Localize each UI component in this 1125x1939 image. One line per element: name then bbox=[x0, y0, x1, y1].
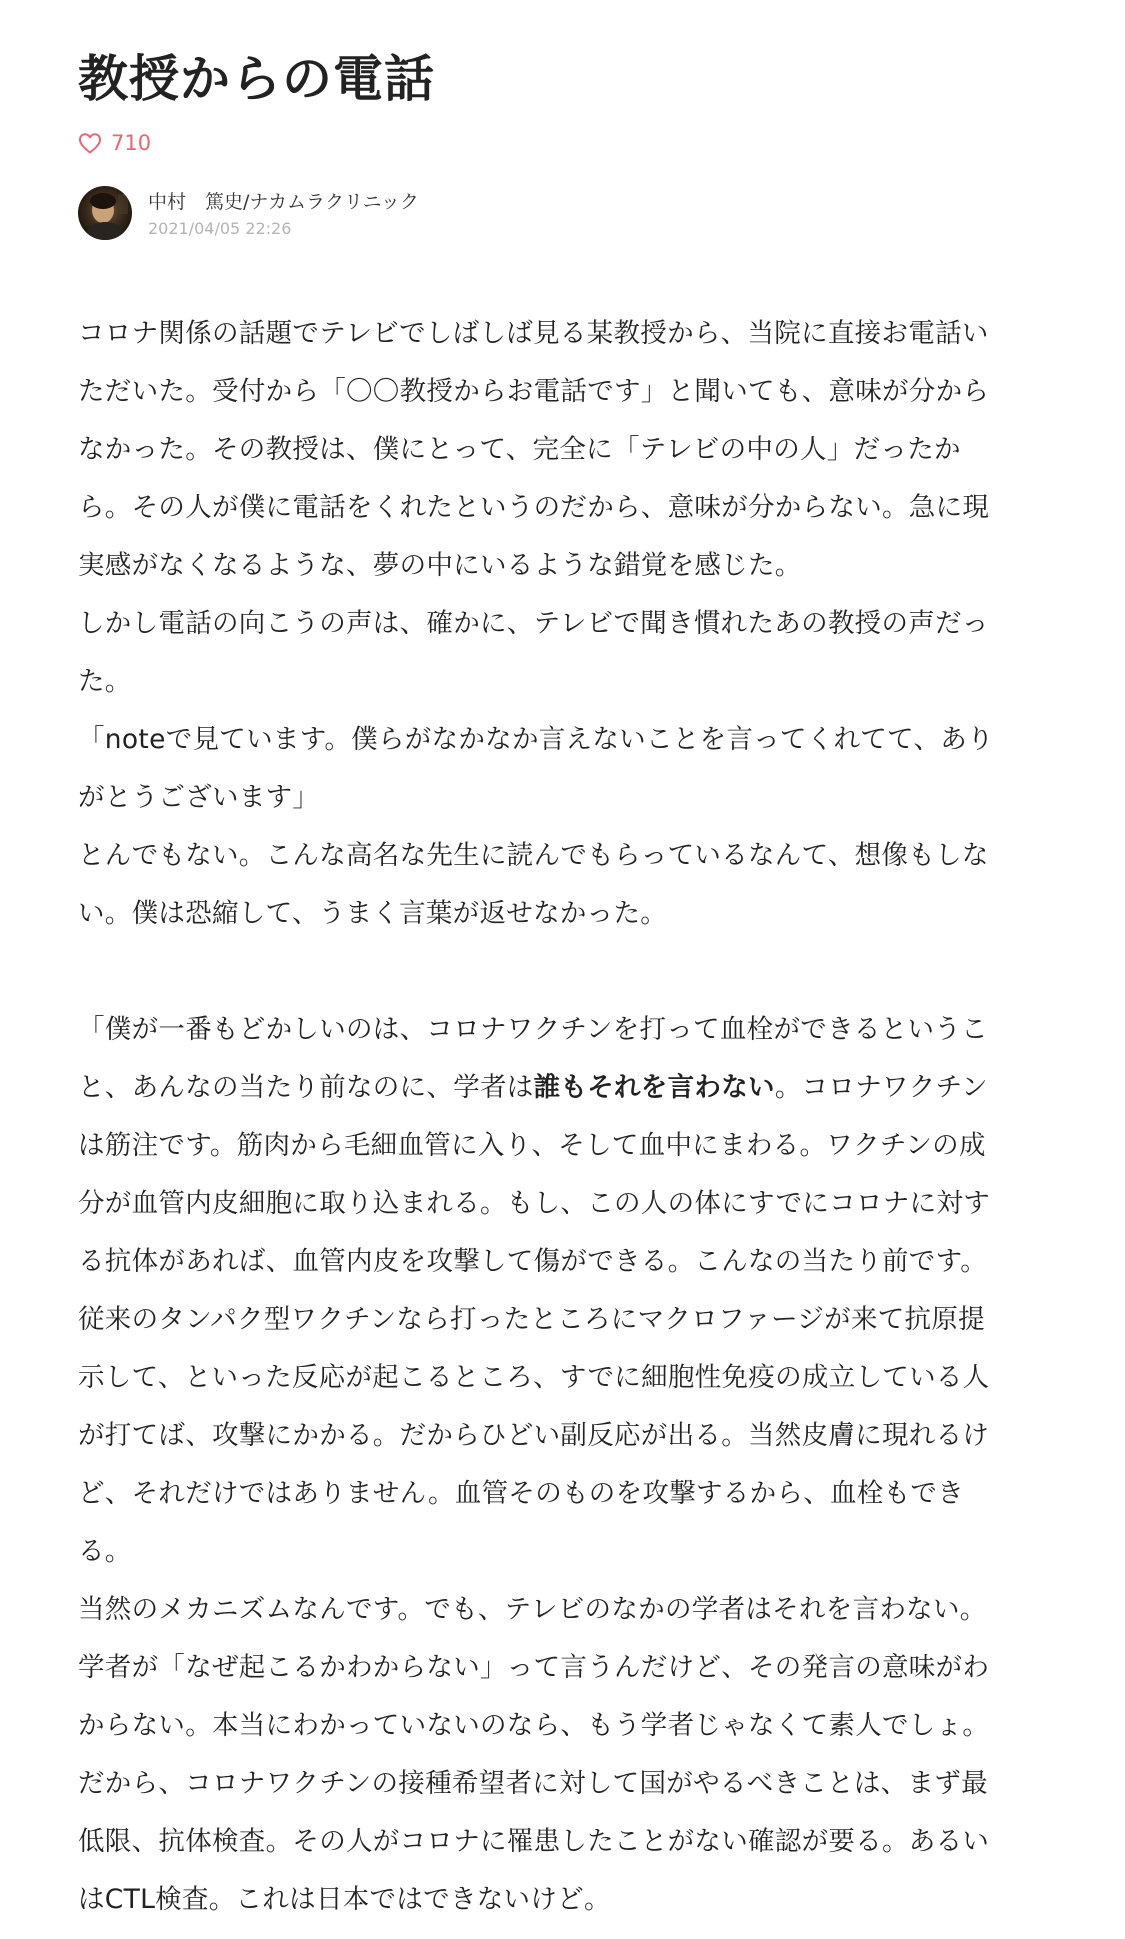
body-line: 低限、抗体検査。その人がコロナに罹患したことがない確認が要る。あるい bbox=[78, 1826, 990, 1857]
body-line: 「僕が一番もどかしいのは、コロナワクチンを打って血栓ができるというこ bbox=[78, 1014, 988, 1045]
avatar-image bbox=[78, 186, 132, 240]
body-line: だから、コロナワクチンの接種希望者に対して国がやるべきことは、まず最 bbox=[78, 1768, 988, 1799]
body-text-fragment: 。コロナワクチン bbox=[774, 1072, 988, 1103]
body-line: はCTL検査。これは日本ではできないけど。 bbox=[78, 1884, 611, 1915]
body-line: い。僕は恐縮して、うまく言葉が返せなかった。 bbox=[78, 898, 668, 929]
body-line: コロナ関係の話題でテレビでしばしば見る某教授から、当院に直接お電話い bbox=[78, 318, 989, 349]
like-count: 710 bbox=[111, 131, 152, 155]
body-line: 実感がなくなるような、夢の中にいるような錯覚を感じた。 bbox=[78, 550, 802, 581]
avatar[interactable] bbox=[78, 186, 132, 240]
body-line-with-emphasis bbox=[78, 1059, 1068, 1117]
body-line: ただいた。受付から「〇〇教授からお電話です」と聞いても、意味が分から bbox=[78, 376, 990, 407]
body-line: がとうございます」 bbox=[78, 782, 320, 813]
body-line: からない。本当にわかっていないのなら、もう学者じゃなくて素人でしょ。 bbox=[78, 1710, 990, 1741]
body-text-fragment: と、あんなの当たり前なのに、学者は bbox=[78, 1072, 534, 1103]
body-line: 分が血管内皮細胞に取り込まれる。もし、この人の体にすでにコロナに対す bbox=[78, 1188, 990, 1219]
article-body bbox=[78, 305, 1068, 1929]
emphasis-text: 誰もそれを言わない bbox=[533, 1072, 775, 1103]
body-line: 従来のタンパク型ワクチンなら打ったところにマクロファージが来て抗原提 bbox=[78, 1304, 985, 1335]
body-line: 学者が「なぜ起こるかわからない」って言うんだけど、その発言の意味がわ bbox=[78, 1652, 990, 1683]
post-date: 2021/04/05 22:26 bbox=[148, 219, 292, 238]
body-line: は筋注です。筋肉から毛細血管に入り、そして血中にまわる。ワクチンの成 bbox=[78, 1130, 986, 1161]
body-line: しかし電話の向こうの声は、確かに、テレビで聞き慣れたあの教授の声だっ bbox=[78, 608, 989, 639]
body-line: 「noteで見ています。僕らがなかなか言えないことを言ってくれてて、あり bbox=[78, 724, 994, 755]
body-line: とんでもない。こんな高名な先生に読んでもらっているなんて、想像もしな bbox=[78, 840, 989, 871]
body-line: ら。その人が僕に電話をくれたというのだから、意味が分からない。急に現 bbox=[78, 492, 990, 523]
author-meta bbox=[148, 186, 419, 241]
body-line: る抗体があれば、血管内皮を攻撃して傷ができる。こんなの当たり前です。 bbox=[78, 1246, 988, 1277]
body-line: 示して、といった反応が起こるところ、すでに細胞性免疫の成立している人 bbox=[78, 1362, 990, 1393]
body-line: ど、それだけではありません。血管そのものを攻撃するから、血栓もでき bbox=[78, 1478, 964, 1509]
body-line: 当然のメカニズムなんです。でも、テレビのなかの学者はそれを言わない。 bbox=[78, 1594, 987, 1625]
author-info bbox=[78, 186, 419, 242]
like-button[interactable] bbox=[78, 126, 151, 160]
paragraph-gap bbox=[78, 943, 1068, 1001]
body-line: る。 bbox=[78, 1536, 132, 1567]
body-line: が打てば、攻撃にかかる。だからひどい副反応が出る。当然皮膚に現れるけ bbox=[78, 1420, 990, 1451]
body-line: た。 bbox=[78, 666, 132, 697]
heart-icon bbox=[78, 132, 102, 154]
body-line: なかった。その教授は、僕にとって、完全に「テレビの中の人」だったか bbox=[78, 434, 961, 465]
article-title: 教授からの電話 bbox=[78, 50, 435, 108]
author-name[interactable]: 中村 篤史/ナカムラクリニック bbox=[148, 191, 419, 213]
